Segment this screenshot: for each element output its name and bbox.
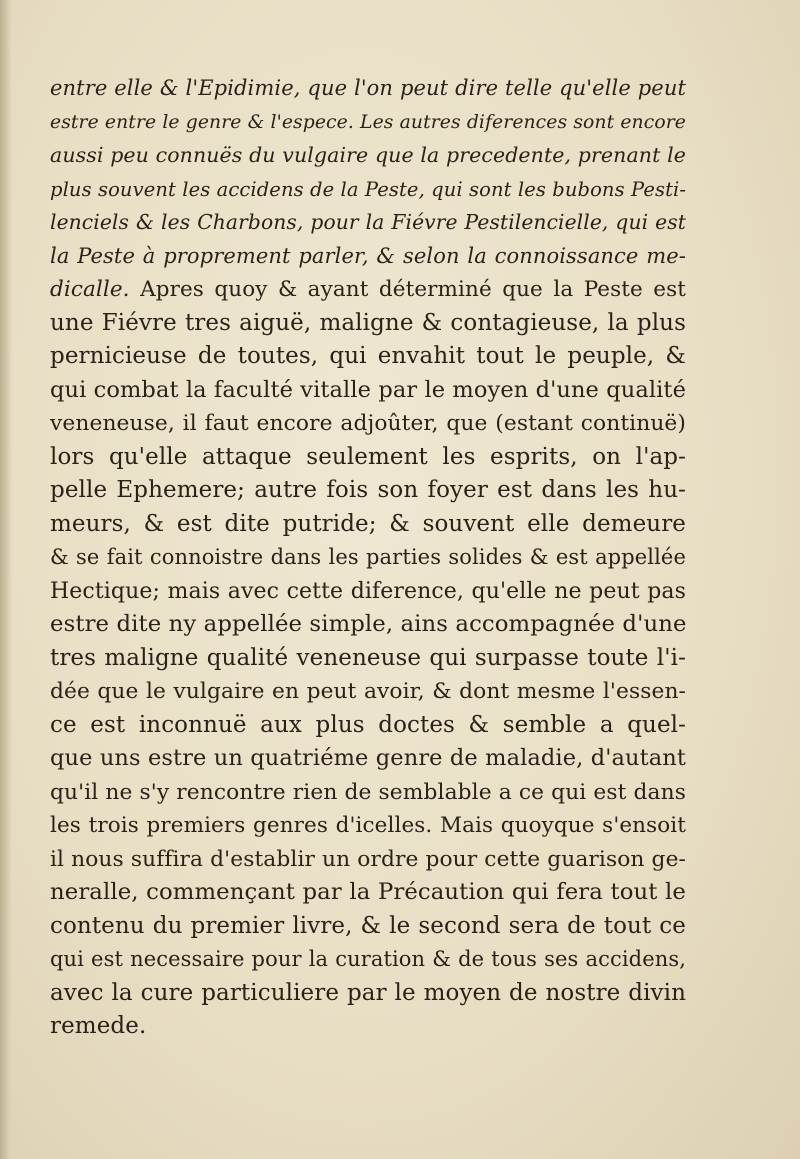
text-line: estre entre le genre & l'espece. Les autres diferences sont encore <box>50 111 686 133</box>
text-line: lors qu'elle attaque seulement les esprits, on l'ap- <box>50 443 686 470</box>
text-line: remede. <box>50 1013 147 1039</box>
text-line: plus souvent les accidens de la Peste, qui sont les bubons Pesti- <box>50 177 687 201</box>
text-line: veneneuse, il faut encore adjoûter, que (estant continuë) <box>50 411 686 436</box>
text-line: qui est necessaire pour la curation & de tous ses accidens, <box>50 947 686 971</box>
text-line: pelle Ephemere; autre fois son foyer est dans les hu- <box>50 477 686 503</box>
text-line: & se fait connoistre dans les parties solides & est appellée <box>50 545 686 569</box>
text-line: neralle, commençant par la Précaution qui fera tout le <box>50 879 686 905</box>
text-line: entre elle & l'Epidimie, que l'on peut dire telle qu'elle peut <box>50 76 686 100</box>
text-line: que uns estre un quatriéme genre de maladie, d'autant <box>50 745 686 771</box>
text-line: Hectique; mais avec cette diference, qu'elle ne peut pas <box>50 578 686 604</box>
body-text <box>50 72 686 1044</box>
text-line: contenu du premier livre, & le second sera de tout ce <box>50 912 686 939</box>
text-line: qu'il ne s'y rencontre rien de semblable a ce qui est dans <box>50 779 686 805</box>
text-line: dée que le vulgaire en peut avoir, & dont mesme l'essen- <box>50 679 686 704</box>
text-line: il nous suffira d'establir un ordre pour cette guarison ge- <box>50 846 686 872</box>
page-gutter-shadow <box>0 0 12 1159</box>
text-fragment-roman: Apres quoy & ayant déterminé que la Peste est <box>140 277 686 302</box>
text-line: tres maligne qualité veneneuse qui surpasse toute l'i- <box>50 644 686 671</box>
text-line-mixed <box>50 273 686 307</box>
text-line: les trois premiers genres d'icelles. Mais quoyque s'ensoit <box>50 813 686 838</box>
text-line: estre dite ny appellée simple, ains accompagnée d'une <box>50 611 687 637</box>
text-line: une Fiévre tres aiguë, maligne & contagieuse, la plus <box>50 309 686 336</box>
text-fragment-italic: dicalle. <box>50 277 130 302</box>
text-line: avec la cure particuliere par le moyen de nostre divin <box>50 979 686 1006</box>
text-line: pernicieuse de toutes, qui envahit tout le peuple, & <box>50 343 686 369</box>
text-line: lenciels & les Charbons, pour la Fiévre Pestilencielle, qui est <box>50 210 686 234</box>
text-line: meurs, & est dite putride; & souvent elle demeure <box>50 510 686 537</box>
text-line: ce est inconnuë aux plus doctes & semble a quel- <box>50 711 686 738</box>
text-line: aussi peu connuës du vulgaire que la precedente, prenant le <box>50 143 686 167</box>
text-line: la Peste à proprement parler, & selon la connoissance me- <box>50 243 686 268</box>
text-line: qui combat la faculté vitalle par le moyen d'une qualité <box>50 376 686 403</box>
